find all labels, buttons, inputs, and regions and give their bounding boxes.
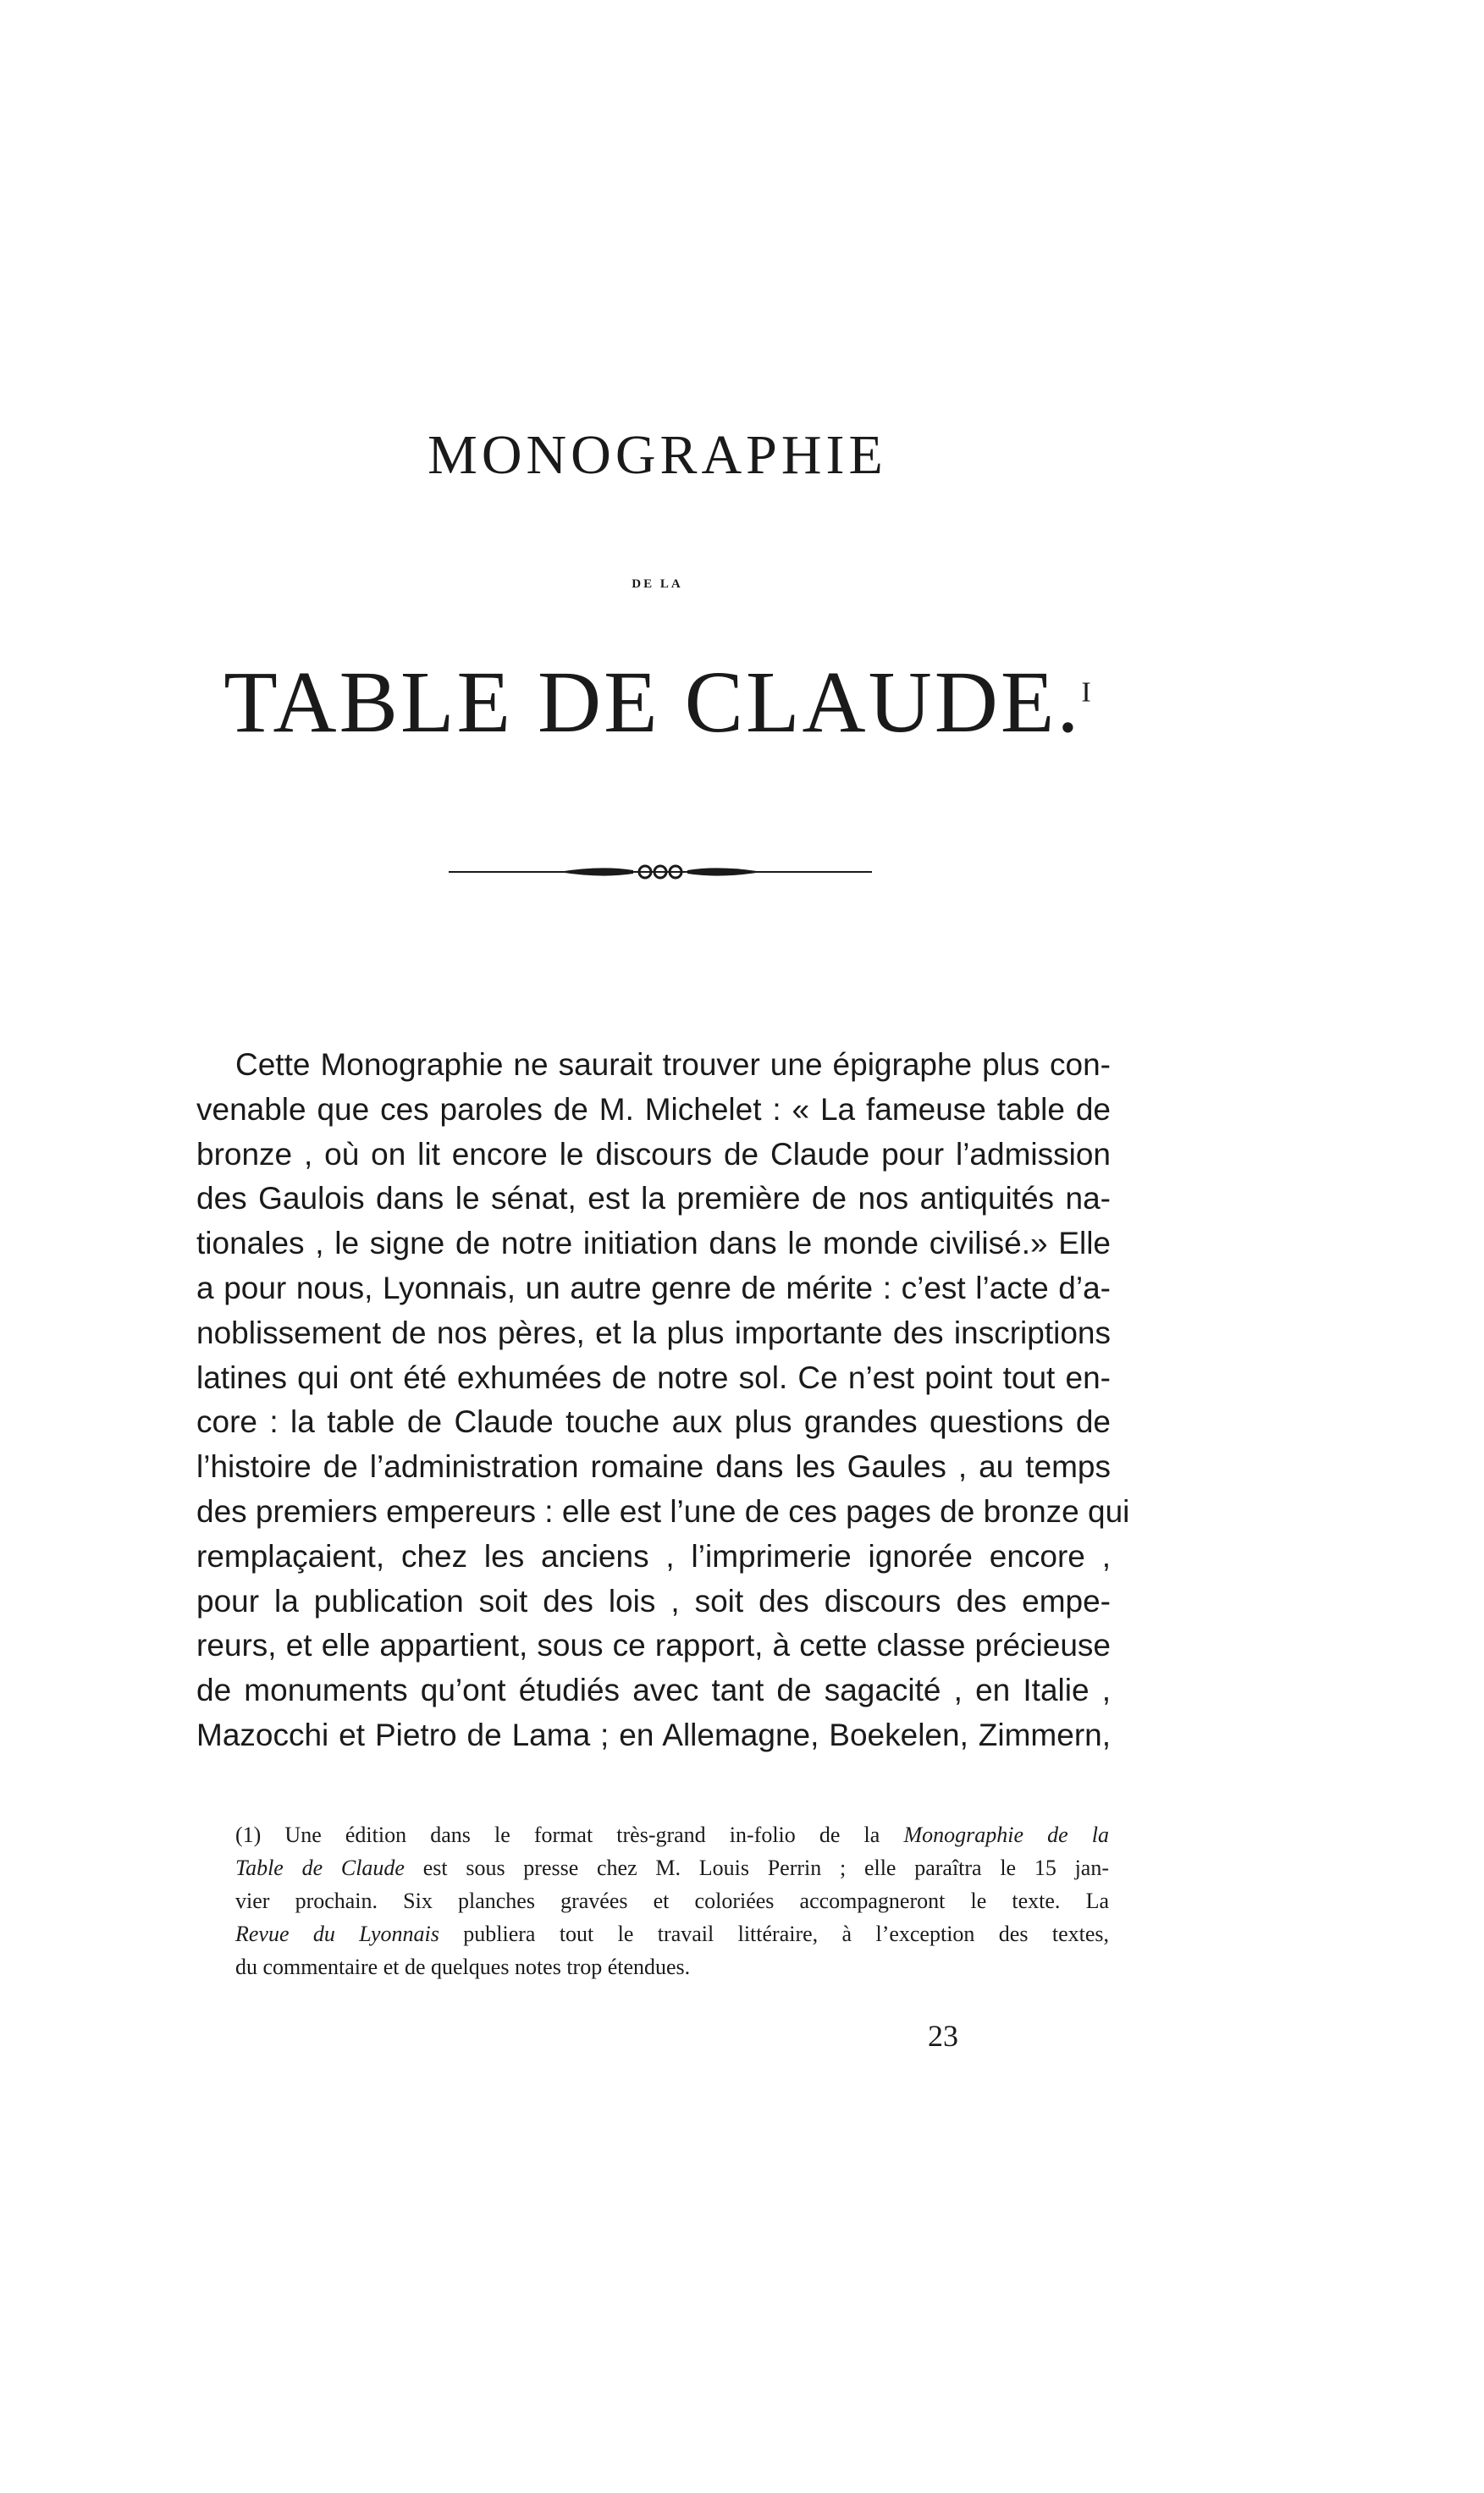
footnote-line [235, 1818, 1109, 1851]
text-line: a pour nous, Lyonnais, un autre genre de mérite : c’est l’acte d’a- [196, 1270, 1111, 1305]
footnote-line [235, 1917, 1109, 1950]
footnote-line: vier prochain. Six planches gravées et coloriées accompagneront le texte. La [235, 1889, 1109, 1913]
text-line: de monuments qu’ont étudiés avec tant de sagacité , en Italie , [196, 1673, 1111, 1708]
footnote-italic-title: Monographie de la [903, 1823, 1109, 1847]
footnote-line [235, 1851, 1109, 1884]
text-line: bronze , où on lit encore le discours de Claude pour l’admission [196, 1136, 1111, 1172]
title-de-la: DE LA [632, 577, 683, 591]
ornament-divider [449, 855, 872, 889]
text-line: l’histoire de l’administration romaine dans les Gaules , au temps [196, 1449, 1111, 1485]
footnote-text: publiera tout le travail littéraire, à l’exception des textes, [439, 1922, 1110, 1946]
footnote-text: (1) Une édition dans le format très-grand in-folio de la [235, 1823, 904, 1847]
title-table-de-claude-text: TABLE DE CLAUDE. [223, 654, 1082, 751]
footnote-italic-title: Table de Claude [235, 1856, 405, 1880]
title-monographie: MONOGRAPHIE [428, 424, 887, 486]
page-number: 23 [928, 2019, 958, 2053]
text-line: remplaçaient, chez les anciens , l’imprimerie ignorée encore , [196, 1538, 1111, 1574]
footnote-line: du commentaire et de quelques notes trop étendues. [235, 1955, 691, 1979]
text-line: Mazocchi et Pietro de Lama ; en Allemagne, Boekelen, Zimmern, [196, 1717, 1111, 1752]
title-table-de-claude [0, 652, 1315, 753]
footnote [235, 1818, 1109, 1983]
text-line: pour la publication soit des lois , soit des discours des empe- [196, 1583, 1111, 1619]
text-line: core : la table de Claude touche aux plus grandes questions de [196, 1404, 1111, 1440]
main-paragraph [196, 1043, 1130, 1758]
text-line: tionales , le signe de notre initiation dans le monde civilisé.» Elle [196, 1226, 1111, 1261]
text-line: des premiers empereurs : elle est l’une de ces pages de bronze qui [196, 1493, 1130, 1529]
footnote-italic-title: Revue du Lyonnais [235, 1922, 439, 1946]
footnote-text: est sous presse chez M. Louis Perrin ; elle paraîtra le 15 jan- [404, 1856, 1109, 1880]
text-line: venable que ces paroles de M. Michelet : « La fameuse table de [196, 1091, 1111, 1127]
footnote-marker: I [1081, 676, 1091, 709]
text-line: Cette Monographie ne saurait trouver une épigraphe plus con- [235, 1047, 1111, 1082]
text-line: des Gaulois dans le sénat, est la première de nos antiquités na- [196, 1181, 1111, 1216]
text-line: latines qui ont été exhumées de notre sol. Ce n’est point tout en- [196, 1360, 1111, 1395]
text-line: reurs, et elle appartient, sous ce rapport, à cette classe précieuse [196, 1628, 1111, 1663]
text-line: noblissement de nos pères, et la plus importante des inscriptions [196, 1315, 1111, 1350]
